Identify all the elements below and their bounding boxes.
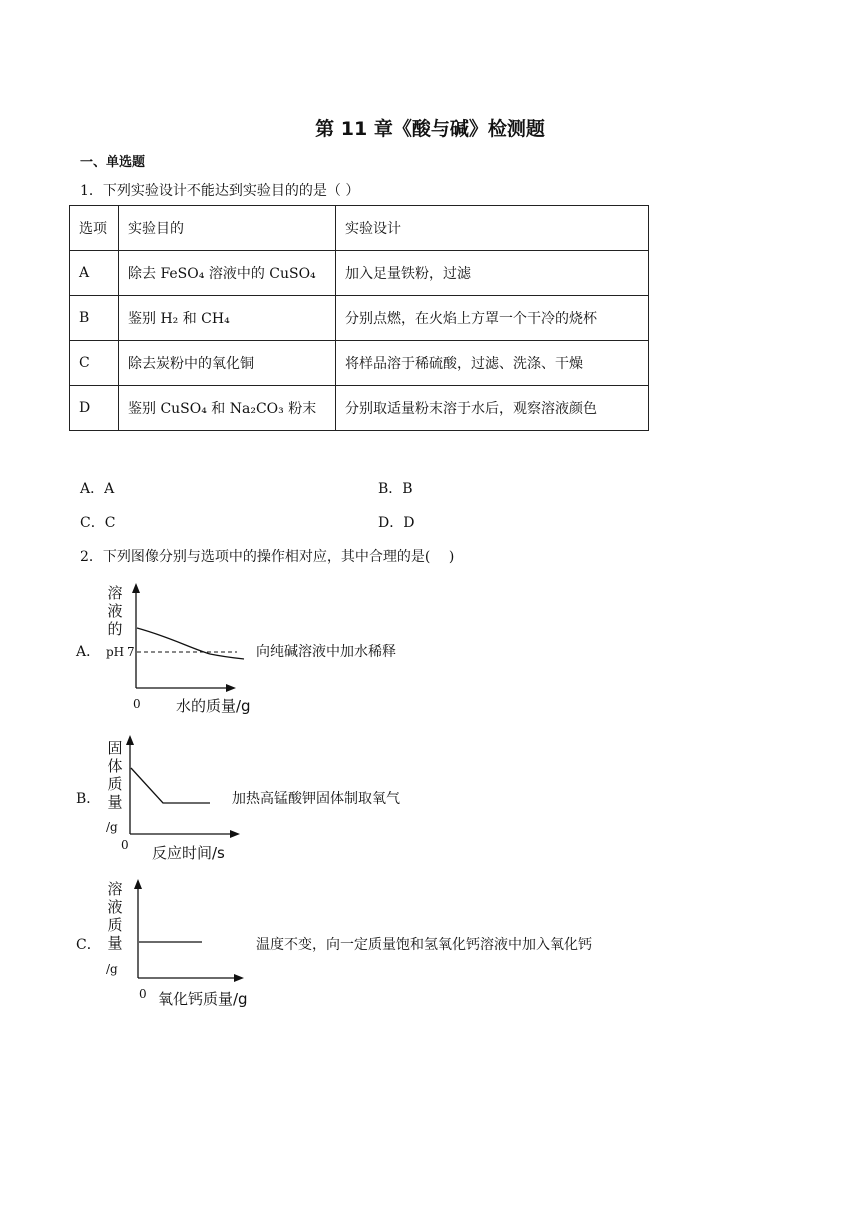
graph-c-y-label: 溶 液 质 量 xyxy=(107,880,123,952)
graph-c-y-arrow xyxy=(134,879,142,889)
table-cell-goal: 除去炭粉中的氧化铜 xyxy=(119,341,336,386)
table-cell-design: 分别取适量粉末溶于水后，观察溶液颜色 xyxy=(336,386,649,431)
graph-a-description: 向纯碱溶液中加水稀释 xyxy=(256,644,396,660)
graph-a-origin: 0 xyxy=(133,697,141,711)
graph-a-y-unit: pH xyxy=(106,645,125,659)
table-header-cell: 选项 xyxy=(70,206,119,251)
graph-b-origin: 0 xyxy=(121,838,129,852)
answer-option-c[interactable]: C．C xyxy=(80,515,116,531)
table-cell-goal: 鉴别 H₂ 和 CH₄ xyxy=(119,296,336,341)
table-cell-design: 分别点燃，在火焰上方罩一个干冷的烧杯 xyxy=(336,296,649,341)
section-heading: 一、单选题 xyxy=(80,155,146,170)
graph-c-x-arrow xyxy=(234,974,244,982)
graph-c-description: 温度不变，向一定质量饱和氢氧化钙溶液中加入氧化钙 xyxy=(256,937,592,953)
table-cell-option: A xyxy=(70,251,119,296)
table-cell-option: C xyxy=(70,341,119,386)
table-cell-design: 加入足量铁粉，过滤 xyxy=(336,251,649,296)
graph-c-x-label: 氧化钙质量/g xyxy=(158,990,248,1008)
graph-b-y-unit: /g xyxy=(106,820,118,834)
question-2-stem: 2．下列图像分别与选项中的操作相对应，其中合理的是( ) xyxy=(80,549,455,565)
answer-option-d[interactable]: D．D xyxy=(378,515,415,531)
graph-a-option-label[interactable]: A． xyxy=(76,644,101,660)
graph-c-y-unit: /g xyxy=(106,962,118,976)
graph-c-option-label[interactable]: C． xyxy=(76,937,101,953)
table-cell-goal: 鉴别 CuSO₄ 和 Na₂CO₃ 粉末 xyxy=(119,386,336,431)
page-title: 第 11 章《酸与碱》检测题 xyxy=(315,118,545,140)
graph-b-description: 加热高锰酸钾固体制取氧气 xyxy=(232,791,400,807)
table-header-cell: 实验目的 xyxy=(119,206,336,251)
graph-c-origin: 0 xyxy=(139,987,147,1001)
question-1-stem: 1．下列实验设计不能达到实验目的的是（ ） xyxy=(80,183,360,199)
graph-b-x-label: 反应时间/s xyxy=(152,844,225,862)
table-cell-option: D xyxy=(70,386,119,431)
table-cell-design: 将样品溶于稀硫酸，过滤、洗涤、干燥 xyxy=(336,341,649,386)
table-cell-option: B xyxy=(70,296,119,341)
graph-a-x-label: 水的质量/g xyxy=(176,697,251,715)
graph-b-option-label[interactable]: B． xyxy=(76,791,101,807)
graph-a-y-label: 溶 液 的 xyxy=(107,584,123,638)
table-cell-goal: 除去 FeSO₄ 溶液中的 CuSO₄ xyxy=(119,251,336,296)
answer-option-a[interactable]: A．A xyxy=(80,481,115,497)
graph-a-ref-value: 7 xyxy=(127,645,135,659)
table-header-cell: 实验设计 xyxy=(336,206,649,251)
answer-option-b[interactable]: B．B xyxy=(378,481,413,497)
graph-b-y-label: 固 体 质 量 xyxy=(107,739,123,811)
